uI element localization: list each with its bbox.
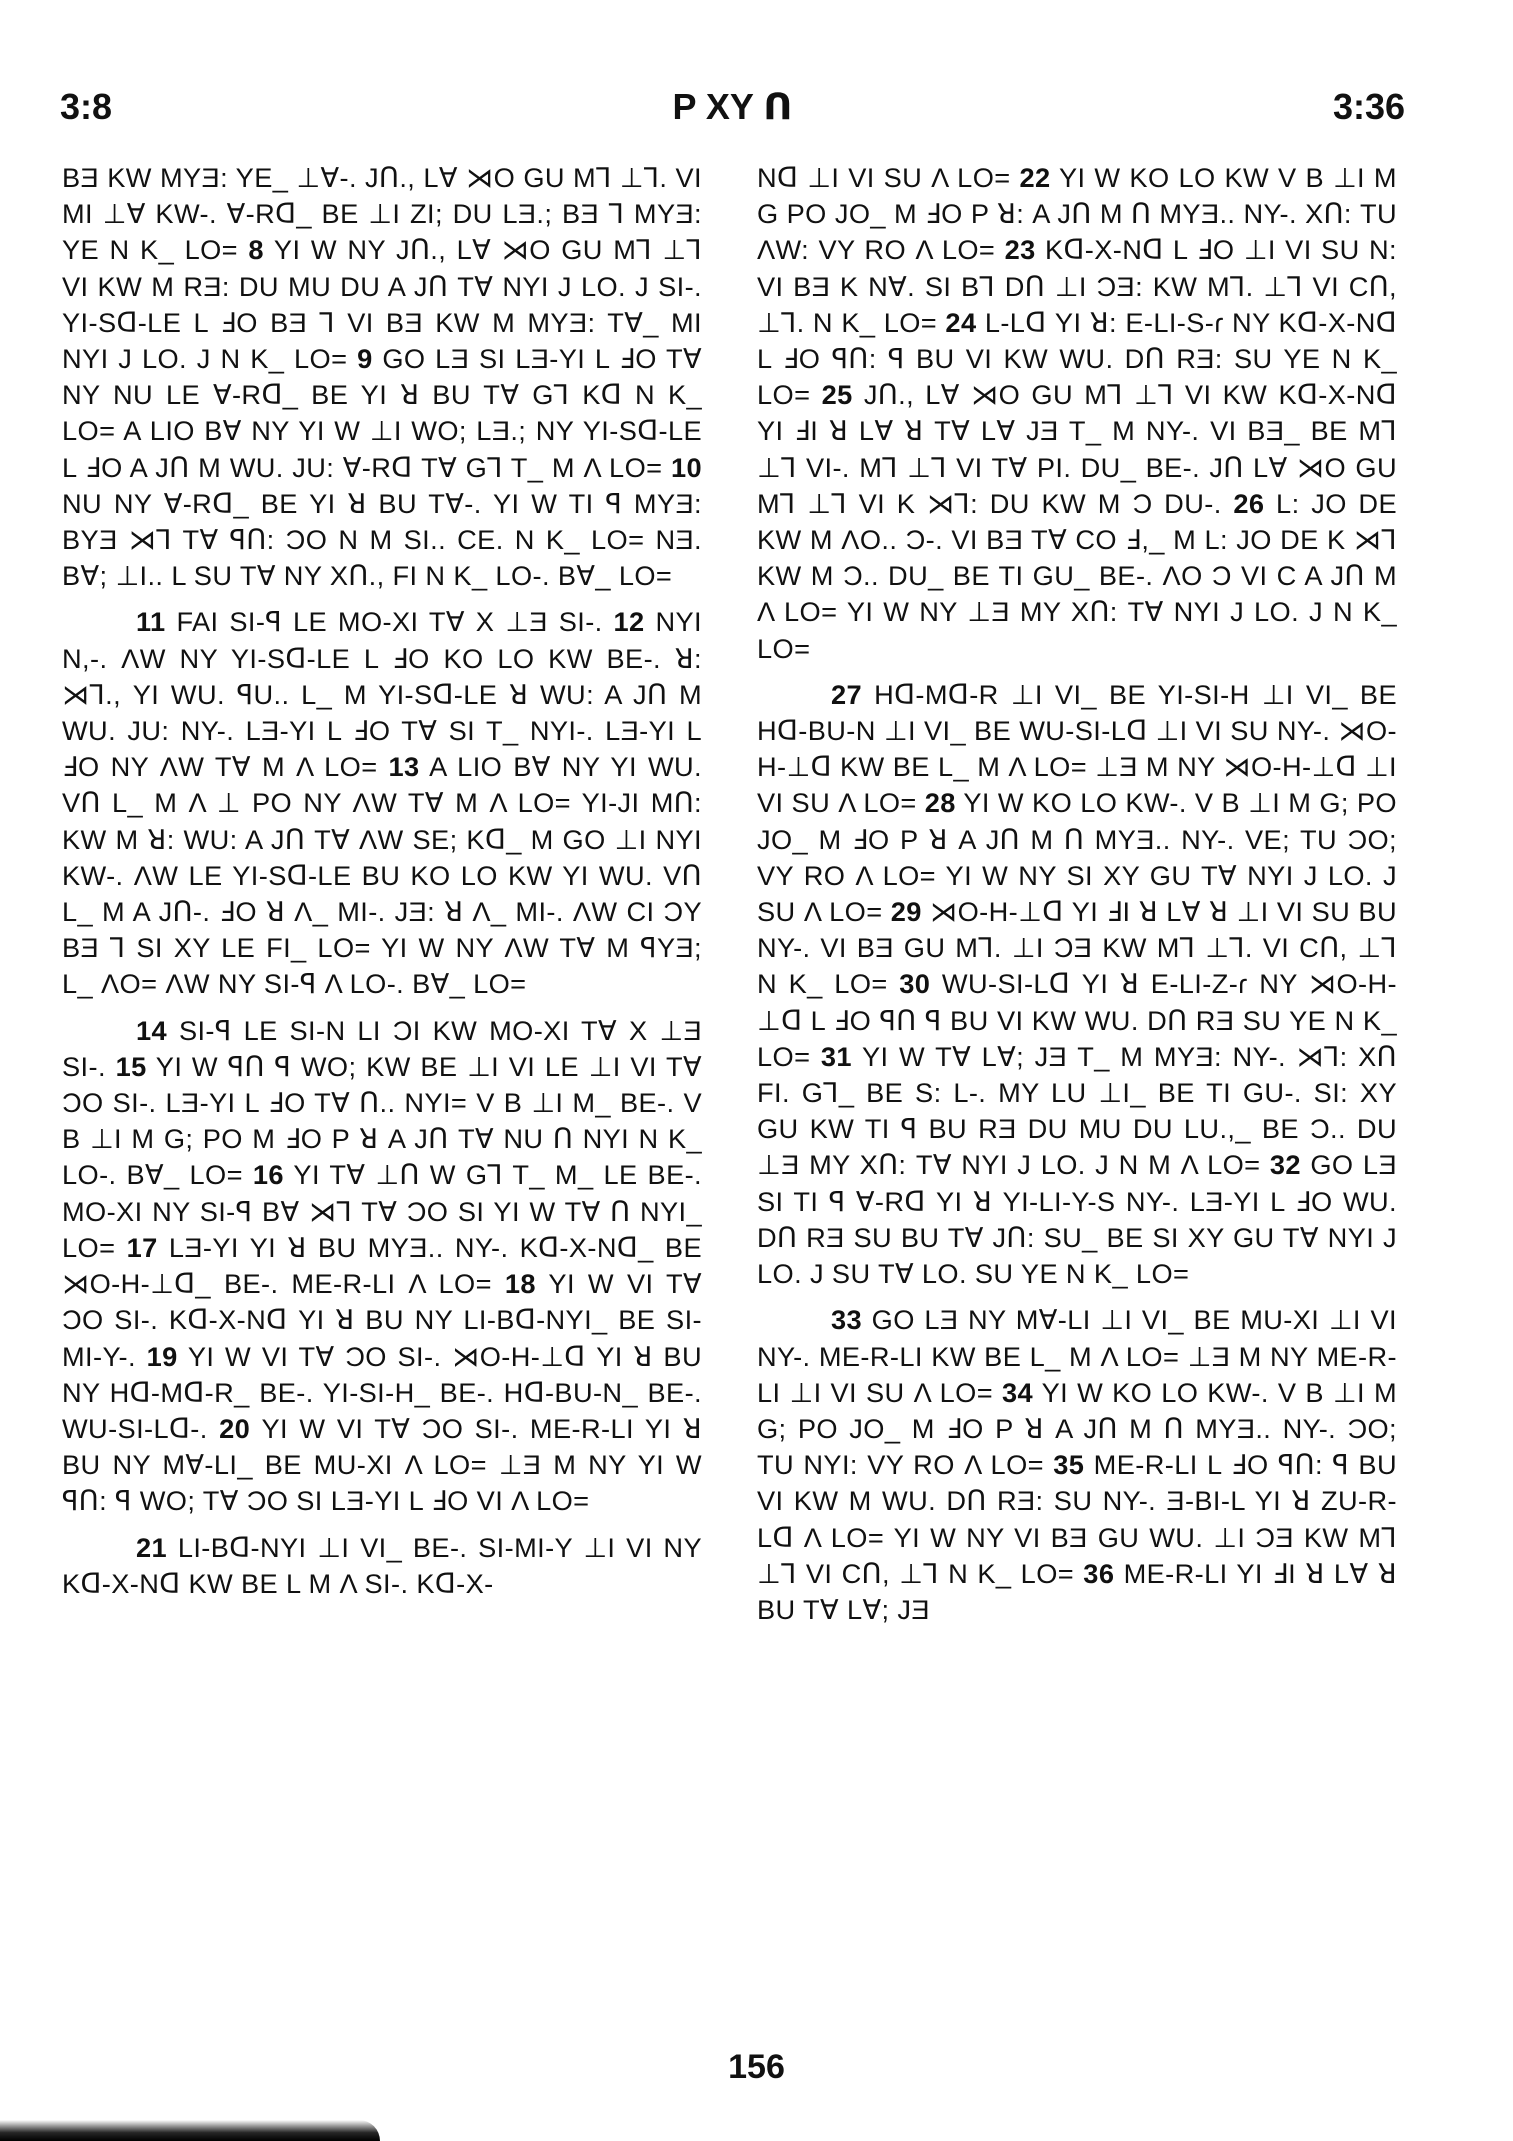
header-chapter-start: 3:8 [60, 86, 113, 127]
verse-number: 29 [890, 896, 922, 928]
verse-text: Nᗡ ⊥I VI SU Λ LO= [757, 162, 1020, 193]
verse-text: YI W KO LO KW-. V B ⊥I M G; PO JO_ M ℲO P ꓤ A Jᑎ M ᑎ MYƎ.. NY-. ƆO; TU NYI: VY RO Λ LO= [757, 1376, 1397, 1481]
verse-text: SI-ꟼ LE SI-N LI ƆI KW MO-XI T∀ X ⊥Ǝ SI-. [62, 1014, 702, 1082]
verse-number: 33 [831, 1304, 863, 1336]
verse-number: 19 [146, 1340, 178, 1372]
paragraph [62, 1013, 702, 1520]
verse-number: 25 [821, 379, 853, 411]
verse-text: YI W VI T∀ ƆO SI-. ⋊O-H-⊥ᗡ YI ꓤ BU NY Hᗡ-Mᗡ-R_ BE-. YI-SI-H_ BE-. Hᗡ-BU-N_ BE-. WU-SI-Lᗡ-. [62, 1340, 702, 1444]
verse-number: 15 [115, 1050, 147, 1082]
verse-text: ⋊O-H-⊥ᗡ YI ℲI ꓤ L∀ ꓤ ⊥I VI SU BU NY-. VI BƎ GU M⅂. ⊥I ƆƎ KW M⅂ ⊥⅂. VI Cᑎ, ⊥⅂ N K_ LO= [757, 896, 1397, 1000]
right-text-column [757, 160, 1397, 2020]
left-text-column [62, 160, 702, 2020]
verse-number: 23 [1004, 234, 1036, 266]
verse-text: L-Lᗡ YI ꓤ: E-LI-S-ɾ NY Kᗡ-X-Nᗡ L ℲO ꟼᑎ: ꟼ BU VI KW WU. Dᑎ RƎ: SU YE N K_ LO= [757, 306, 1397, 411]
verse-number: 27 [831, 678, 863, 710]
verse-text: BƎ KW MYƎ: YE_ ⊥∀-. Jᑎ., L∀ ⋊O GU M⅂ ⊥⅂. VI MI ⊥∀ KW-. ∀-Rᗡ_ BE ⊥I ZI; DU LƎ.; BƎ ⅂ MYƎ: YE N K_ LO= [62, 162, 702, 266]
verse-text: YI W ꟼᑎ ꟼ WO; KW BE ⊥I VI LE ⊥I VI T∀ ƆO SI-. LƎ-YI L ℲO T∀ ᑎ.. NYI= V B ⊥I M_ BE-. V B ⊥I M G; PO M ℲO P ꓤ A Jᑎ T∀ NU ᑎ NYI N K_ LO-. B∀_ LO= [62, 1050, 702, 1191]
paragraph [62, 1530, 702, 1602]
verse-number: 30 [899, 968, 931, 1000]
running-header [60, 86, 1405, 146]
verse-number: 11 [136, 606, 166, 638]
verse-text: YI W VI T∀ ƆO SI-. Kᗡ-X-Nᗡ YI ꓤ BU NY LI-Bᗡ-NYI_ BE SI-MI-Y-. [62, 1268, 702, 1372]
verse-text: A LIO B∀ NY YI WU. Vᑎ L_ M Λ ⊥ PO NY ΛW T∀ M Λ LO= YI-JI Mᑎ: KW M ꓤ: WU: A Jᑎ T∀ ΛW SE; Kᗡ_ M GO ⊥I NYI KW-. ΛW LE YI-Sᗡ-LE BU KO LO KW YI WU. Vᑎ L_ M A Jᑎ-. ℲO ꓤ Λ_ MI-. JƎ: ꓤ Λ_ MI-. ΛW CI ƆY BƎ ⅂ SI XY LE FI_ LO= YI W NY ΛW T∀ M ꟼYƎ; L_ ΛO= ΛW NY SI-ꟼ Λ LO-. B∀_ LO= [62, 751, 702, 1000]
verse-number: 32 [1269, 1149, 1301, 1181]
verse-number: 24 [945, 306, 977, 338]
verse-number: 36 [1083, 1557, 1115, 1589]
paragraph [757, 1302, 1397, 1628]
scan-edge-shadow [0, 2120, 380, 2141]
verse-number: 16 [252, 1159, 284, 1191]
verse-text: L: JO DE KW M ΛO.. Ɔ-. VI BƎ T∀ CO Ⅎ,_ M L: JO DE K ⋊⅂ KW M Ɔ.. DU_ BE TI GU_ BE-. ΛO Ɔ VI C A Jᑎ M Λ LO= YI W NY ⊥Ǝ MY Xᑎ: T∀ NYI J LO. J N K_ LO= [757, 487, 1397, 664]
verse-text: YI T∀ ⊥ᑎ W G⅂ T_ M_ LE BE-. MO-XI NY SI-ꟼ B∀ ⋊⅂ T∀ ƆO SI YI W T∀ ᑎ NYI_ LO= [62, 1159, 702, 1263]
verse-text: Hᗡ-Mᗡ-R ⊥I VI_ BE YI-SI-H ⊥I VI_ BE Hᗡ-BU-N ⊥I VI_ BE WU-SI-Lᗡ ⊥I VI SU NY-. ⋊O-H-⊥ᗡ KW BE L_ M Λ LO= ⊥Ǝ M NY ⋊O-H-⊥ᗡ ⊥I VI SU Λ LO= [757, 678, 1397, 819]
paragraph [62, 160, 702, 594]
verse-text: WU-SI-Lᗡ YI ꓤ E-LI-Z-ɾ NY ⋊O-H-⊥ᗡ L ℲO ꟼᑎ ꟼ BU VI KW WU. Dᑎ RƎ SU YE N K_ LO= [757, 968, 1397, 1072]
verse-number: 22 [1019, 162, 1051, 193]
verse-text: GO LƎ SI TI ꟼ ∀-Rᗡ YI ꓤ YI-LI-Y-S NY-. LƎ-YI L ℲO WU. Dᑎ RƎ SU BU T∀ Jᑎ: SU_ BE SI XY GU T∀ NYI J LO. J SU T∀ LO. SU YE N K_ LO= [757, 1149, 1397, 1290]
verse-text: YI W NY Jᑎ., L∀ ⋊O GU M⅂ ⊥⅂ VI KW M RƎ: DU MU DU A Jᑎ T∀ NYI J LO. J SI-. YI-Sᗡ-LE L ℲO BƎ ⅂ VI BƎ KW M MYƎ: T∀_ MI NYI J LO. J N K_ LO= [62, 234, 702, 375]
verse-number: 20 [219, 1412, 251, 1444]
paragraph [62, 604, 702, 1002]
verse-text: YI W T∀ L∀; JƎ T_ M MYƎ: NY-. ⋊⅂: Xᑎ FI. G⅂_ BE S: L-. MY LU ⊥I_ BE TI GU-. SI: XY GU KW TI ꟼ BU RƎ DU MU DU LU.,_ BE Ɔ.. DU ⊥Ǝ MY Xᑎ: T∀ NYI J LO. J N M Λ LO= [757, 1040, 1397, 1181]
verse-text: LI-Bᗡ-NYI ⊥I VI_ BE-. SI-MI-Y ⊥I VI NY Kᗡ-X-Nᗡ KW BE L M Λ SI-. Kᗡ-X- [62, 1531, 702, 1599]
verse-number: 8 [248, 234, 264, 266]
verse-number: 12 [613, 606, 645, 638]
verse-text: LƎ-YI YI ꓤ BU MYƎ.. NY-. Kᗡ-X-Nᗡ_ BE ⋊O-H-⊥ᗡ_ BE-. ME-R-LI Λ LO= [62, 1231, 702, 1300]
verse-text: YI W VI T∀ ƆO SI-. ME-R-LI YI ꓤ BU NY M∀-LI_ BE MU-XI Λ LO= ⊥Ǝ M NY YI W ꟼᑎ: ꟼ WO; T∀ ƆO SI LƎ-YI L ℲO VI Λ LO= [62, 1412, 702, 1517]
verse-number: 14 [136, 1014, 168, 1046]
header-chapter-end: 3:36 [1332, 86, 1405, 127]
paragraph [757, 160, 1397, 667]
paragraph [757, 677, 1397, 1292]
verse-number: 17 [126, 1231, 158, 1263]
verse-text: GO LƎ SI LƎ-YI L ℲO T∀ NY NU LE ∀-Rᗡ_ BE YI ꓤ BU T∀ G⅂ Kᗡ N K_ LO= A LIO B∀ NY YI W ⊥I WO; LƎ.; NY YI-Sᗡ-LE L ℲO A Jᑎ M WU. JU: ∀-Rᗡ T∀ G⅂ T_ M Λ LO= [62, 343, 702, 483]
verse-number: 28 [924, 787, 956, 819]
header-book-title: P XY ᑎ [672, 86, 793, 127]
verse-text: ME-R-LI L ℲO ꟼᑎ: ꟼ BU VI KW M WU. Dᑎ RƎ: SU NY-. Ǝ-BI-L YI ꓤ ZU-R-Lᗡ Λ LO= YI W NY VI BƎ GU WU. ⊥I ƆƎ KW M⅂ ⊥⅂ VI Cᑎ, ⊥⅂ N K_ LO= [757, 1449, 1397, 1589]
verse-text: NYI N,-. ΛW NY YI-Sᗡ-LE L ℲO KO LO KW BE-. ꓤ: ⋊⅂., YI WU. ꟼU.. L_ M YI-Sᗡ-LE ꓤ WU: A Jᑎ M WU. JU: NY-. LƎ-YI L ℲO T∀ SI T_ NYI-. LƎ-YI L ℲO NY ΛW T∀ M Λ LO= [62, 606, 702, 783]
verse-text: Kᗡ-X-Nᗡ L ℲO ⊥I VI SU N: VI BƎ K N∀. SI B⅂ Dᑎ ⊥I ƆƎ: KW M⅂. ⊥⅂ VI Cᑎ, ⊥⅂. N K_ LO= [757, 234, 1397, 338]
verse-number: 35 [1053, 1449, 1085, 1481]
verse-text: YI W KO LO KW-. V B ⊥I M G; PO JO_ M ℲO P ꓤ A Jᑎ M ᑎ MYƎ.. NY-. VE; TU ƆO; VY RO Λ LO= YI W NY SI XY GU T∀ NYI J LO. J SU Λ LO= [757, 787, 1397, 928]
verse-text: Jᑎ., L∀ ⋊O GU M⅂ ⊥⅂ VI KW Kᗡ-X-Nᗡ YI ℲI ꓤ L∀ ꓤ T∀ L∀ JƎ T_ M NY-. VI BƎ_ BE M⅂ ⊥⅂ VI-. M⅂ ⊥⅂ VI T∀ PI. DU_ BE-. Jᑎ L∀ ⋊O GU M⅂ ⊥⅂ VI K ⋊⅂: DU KW M Ɔ DU-. [757, 379, 1397, 519]
verse-number: 13 [388, 751, 420, 783]
verse-number: 34 [1002, 1376, 1034, 1408]
verse-text: YI W KO LO KW V B ⊥I M G PO JO_ M ℲO P ꓤ: A Jᑎ M ᑎ MYƎ.. NY-. Xᑎ: TU ΛW: VY RO Λ LO= [757, 162, 1397, 266]
verse-text: FAI SI-ꟼ LE MO-XI T∀ X ⊥Ǝ SI-. [165, 606, 614, 638]
verse-text: NU NY ∀-Rᗡ_ BE YI ꓤ BU T∀-. YI W TI ꟼ MYƎ: BYƎ ⋊⅂ T∀ ꟼᑎ: ƆO N M SI.. CE. N K_ LO= NƎ. B∀; ⊥I.. L SU T∀ NY Xᑎ., FI N K_ LO-. B∀_ LO= [62, 487, 702, 592]
page-number: 156 [728, 2048, 785, 2086]
verse-text: GO LƎ NY M∀-LI ⊥I VI_ BE MU-XI ⊥I VI NY-. ME-R-LI KW BE L_ M Λ LO= ⊥Ǝ M NY ME-R-LI ⊥I VI SU Λ LO= [757, 1304, 1397, 1408]
verse-number: 26 [1233, 487, 1265, 519]
verse-number: 21 [136, 1531, 168, 1563]
verse-number: 18 [504, 1268, 536, 1300]
verse-number: 31 [820, 1040, 852, 1072]
verse-text: ME-R-LI YI ℲI ꓤ L∀ ꓤ BU T∀ L∀; JƎ [757, 1557, 1397, 1625]
verse-number: 10 [670, 451, 702, 483]
verse-number: 9 [357, 343, 373, 375]
